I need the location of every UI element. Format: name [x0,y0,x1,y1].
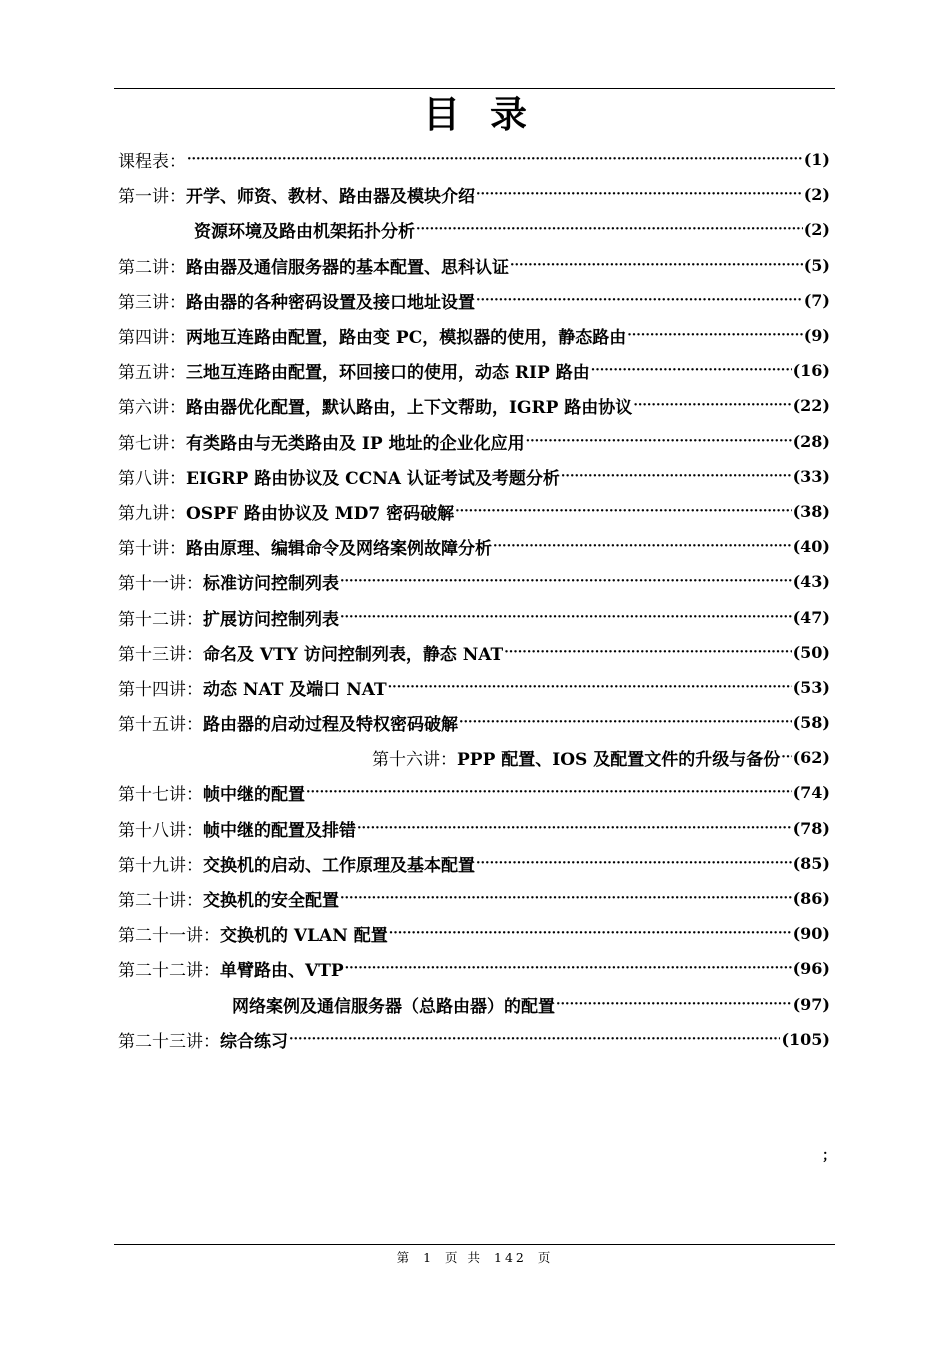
toc-entry-label: 第五讲： [118,363,186,384]
toc-entry[interactable] [118,811,830,846]
toc-entry-page: (28) [792,431,830,451]
toc-entry-title: OSPF 路由协议及 MD7 密码破解 [186,503,455,524]
toc-entry-label: 第二十一讲： [118,926,220,947]
toc-entry[interactable] [118,599,830,634]
toc-leader-dots [388,679,792,696]
toc-entry-label: 第九讲： [118,503,186,524]
toc-entry-page: (16) [792,361,830,381]
toc-entry-page: (58) [792,713,830,733]
toc-entry-label: 第十八讲： [118,820,203,841]
toc-leader-dots [493,538,792,555]
toc-entry[interactable] [118,951,830,986]
toc-entry[interactable] [118,670,830,705]
toc-entry-title: 有类路由与无类路由及 IP 地址的企业化应用 [186,433,525,454]
footer-current-page: 1 [423,1250,435,1265]
toc-entry-label: 第一讲： [118,187,186,208]
toc-entry[interactable] [118,1022,830,1057]
toc-entry[interactable] [118,212,830,247]
toc-entry-title: 综合练习 [220,1031,288,1052]
toc-entry-label: 第八讲： [118,468,186,489]
toc-leader-dots [340,609,792,626]
toc-entry-label: 第十六讲： [372,750,457,771]
toc-entry[interactable] [118,459,830,494]
toc-entry[interactable] [118,283,830,318]
toc-entry[interactable] [118,740,830,775]
toc-entry[interactable] [118,424,830,459]
toc-entry-title: 动态 NAT 及端口 NAT [203,679,387,700]
toc-entry-title: 路由原理、编辑命令及网络案例故障分析 [186,539,492,560]
toc-entry-title: 资源环境及路由机架拓扑分析 [194,222,415,243]
toc-entry-title: 网络案例及通信服务器（总路由器）的配置 [232,996,555,1017]
toc-leader-dots [591,362,792,379]
toc-leader-dots [556,996,792,1013]
toc-leader-dots [526,433,792,450]
toc-entry-title: 路由器的各种密码设置及接口地址设置 [186,292,475,313]
footer-mid: 页 共 [445,1250,484,1265]
toc-entry-title: 交换机的 VLAN 配置 [220,926,388,947]
toc-entry-page: (38) [792,501,830,521]
toc-entry-label: 第十四讲： [118,679,203,700]
toc-entry-title: 路由器及通信服务器的基本配置、思科认证 [186,257,509,278]
toc-entry[interactable] [118,142,830,177]
toc-entry-page: (78) [792,818,830,838]
toc-entry-title: 扩展访问控制列表 [203,609,339,630]
toc-entry[interactable] [118,881,830,916]
toc-entry-title: 单臂路由、VTP [220,961,344,982]
toc-entry-page: (9) [803,326,830,346]
toc-entry-label: 第四讲： [118,328,186,349]
toc-entry[interactable] [118,635,830,670]
toc-entry-page: (40) [792,537,830,557]
toc-entry-page: (43) [792,572,830,592]
toc-entry-page: (96) [792,959,830,979]
footer-total-pages: 142 [494,1250,527,1265]
toc-entry-label: 第十九讲： [118,855,203,876]
toc-entry-label: 第二十三讲： [118,1031,220,1052]
toc-entry-page: (105) [781,1029,830,1049]
toc-entry-page: (90) [792,924,830,944]
toc-leader-dots [627,327,802,344]
toc-entry[interactable] [118,775,830,810]
toc-entry-label: 第七讲： [118,433,186,454]
toc-entry[interactable] [118,388,830,423]
toc-entry-title: 帧中继的配置及排错 [203,820,356,841]
toc-leader-dots [416,221,803,238]
toc-leader-dots [357,820,792,837]
toc-entry-label: 第十三讲： [118,644,203,665]
toc-entry-page: (50) [792,642,830,662]
toc-entry-page: (33) [792,466,830,486]
toc-entry[interactable] [118,564,830,599]
toc-entry[interactable] [118,846,830,881]
toc-entry-page: (7) [803,290,830,310]
toc-entry-label: 第十讲： [118,539,186,560]
toc-entry-page: (47) [792,607,830,627]
toc-entry-page: (2) [803,185,830,205]
toc-leader-dots [289,1031,780,1048]
toc-entry-page: (5) [803,255,830,275]
toc-entry-title: PPP 配置、IOS 及配置文件的升级与备份 [457,750,781,771]
toc-leader-dots [781,749,791,766]
toc-entry-page: (1) [803,150,830,170]
toc-entry[interactable] [118,705,830,740]
table-of-contents [118,142,830,1057]
toc-entry-label: 第十五讲： [118,715,203,736]
toc-leader-dots [389,925,792,942]
toc-entry-title: 标准访问控制列表 [203,574,339,595]
toc-entry[interactable] [118,916,830,951]
toc-leader-dots [340,573,792,590]
stray-mark: ； [822,1148,836,1164]
toc-entry-title: 路由器优化配置，默认路由，上下文帮助，IGRP 路由协议 [186,398,633,419]
toc-entry-label: 第二十讲： [118,891,203,912]
toc-entry-label: 第十一讲： [118,574,203,595]
toc-entry-page: (53) [792,677,830,697]
toc-entry-page: (74) [792,783,830,803]
footer-rule [114,1244,835,1245]
toc-entry-label: 第十二讲： [118,609,203,630]
toc-entry-label: 课程表： [118,152,186,173]
toc-entry-page: (85) [792,853,830,873]
toc-entry-title: 两地互连路由配置，路由变 PC，模拟器的使用，静态路由 [186,328,627,349]
toc-leader-dots [476,855,792,872]
toc-leader-dots [345,960,792,977]
toc-entry[interactable] [118,494,830,529]
page-title: 目录 [423,93,557,136]
toc-entry[interactable] [118,318,830,353]
toc-leader-dots [510,257,803,274]
toc-leader-dots [459,714,792,731]
toc-entry-title: 三地互连路由配置，环回接口的使用，动态 RIP 路由 [186,363,590,384]
toc-entry-title: 开学、师资、教材、路由器及模块介绍 [186,187,475,208]
toc-leader-dots [340,890,792,907]
toc-entry-page: (62) [792,748,830,768]
toc-entry-label: 第二十二讲： [118,961,220,982]
toc-entry-title: 命名及 VTY 访问控制列表，静态 NAT [203,644,504,665]
toc-leader-dots [455,503,792,520]
toc-entry-title: EIGRP 路由协议及 CCNA 认证考试及考题分析 [186,468,560,489]
toc-entry-title: 路由器的启动过程及特权密码破解 [203,715,458,736]
toc-entry-page: (97) [792,994,830,1014]
footer-suffix: 页 [537,1250,554,1265]
toc-entry-title: 交换机的安全配置 [203,891,339,912]
page-footer [0,1248,950,1266]
toc-entry[interactable] [118,353,830,388]
toc-entry-title: 交换机的启动、工作原理及基本配置 [203,855,475,876]
toc-entry-label: 第六讲： [118,398,186,419]
toc-leader-dots [187,151,803,168]
footer-prefix: 第 [396,1250,413,1265]
toc-leader-dots [561,468,792,485]
toc-entry[interactable] [118,177,830,212]
toc-entry-page: (22) [792,396,830,416]
toc-entry[interactable] [118,529,830,564]
toc-leader-dots [504,644,791,661]
toc-entry-label: 第十七讲： [118,785,203,806]
toc-entry-title: 帧中继的配置 [203,785,305,806]
toc-leader-dots [476,186,803,203]
toc-leader-dots [476,292,803,309]
toc-entry-page: (2) [803,220,830,240]
toc-entry[interactable] [118,248,830,283]
toc-entry-page: (86) [792,889,830,909]
header-rule [114,88,835,89]
toc-leader-dots [306,784,792,801]
toc-entry-label: 第三讲： [118,292,186,313]
toc-leader-dots [633,397,791,414]
toc-entry[interactable] [118,987,830,1022]
toc-entry-label: 第二讲： [118,257,186,278]
